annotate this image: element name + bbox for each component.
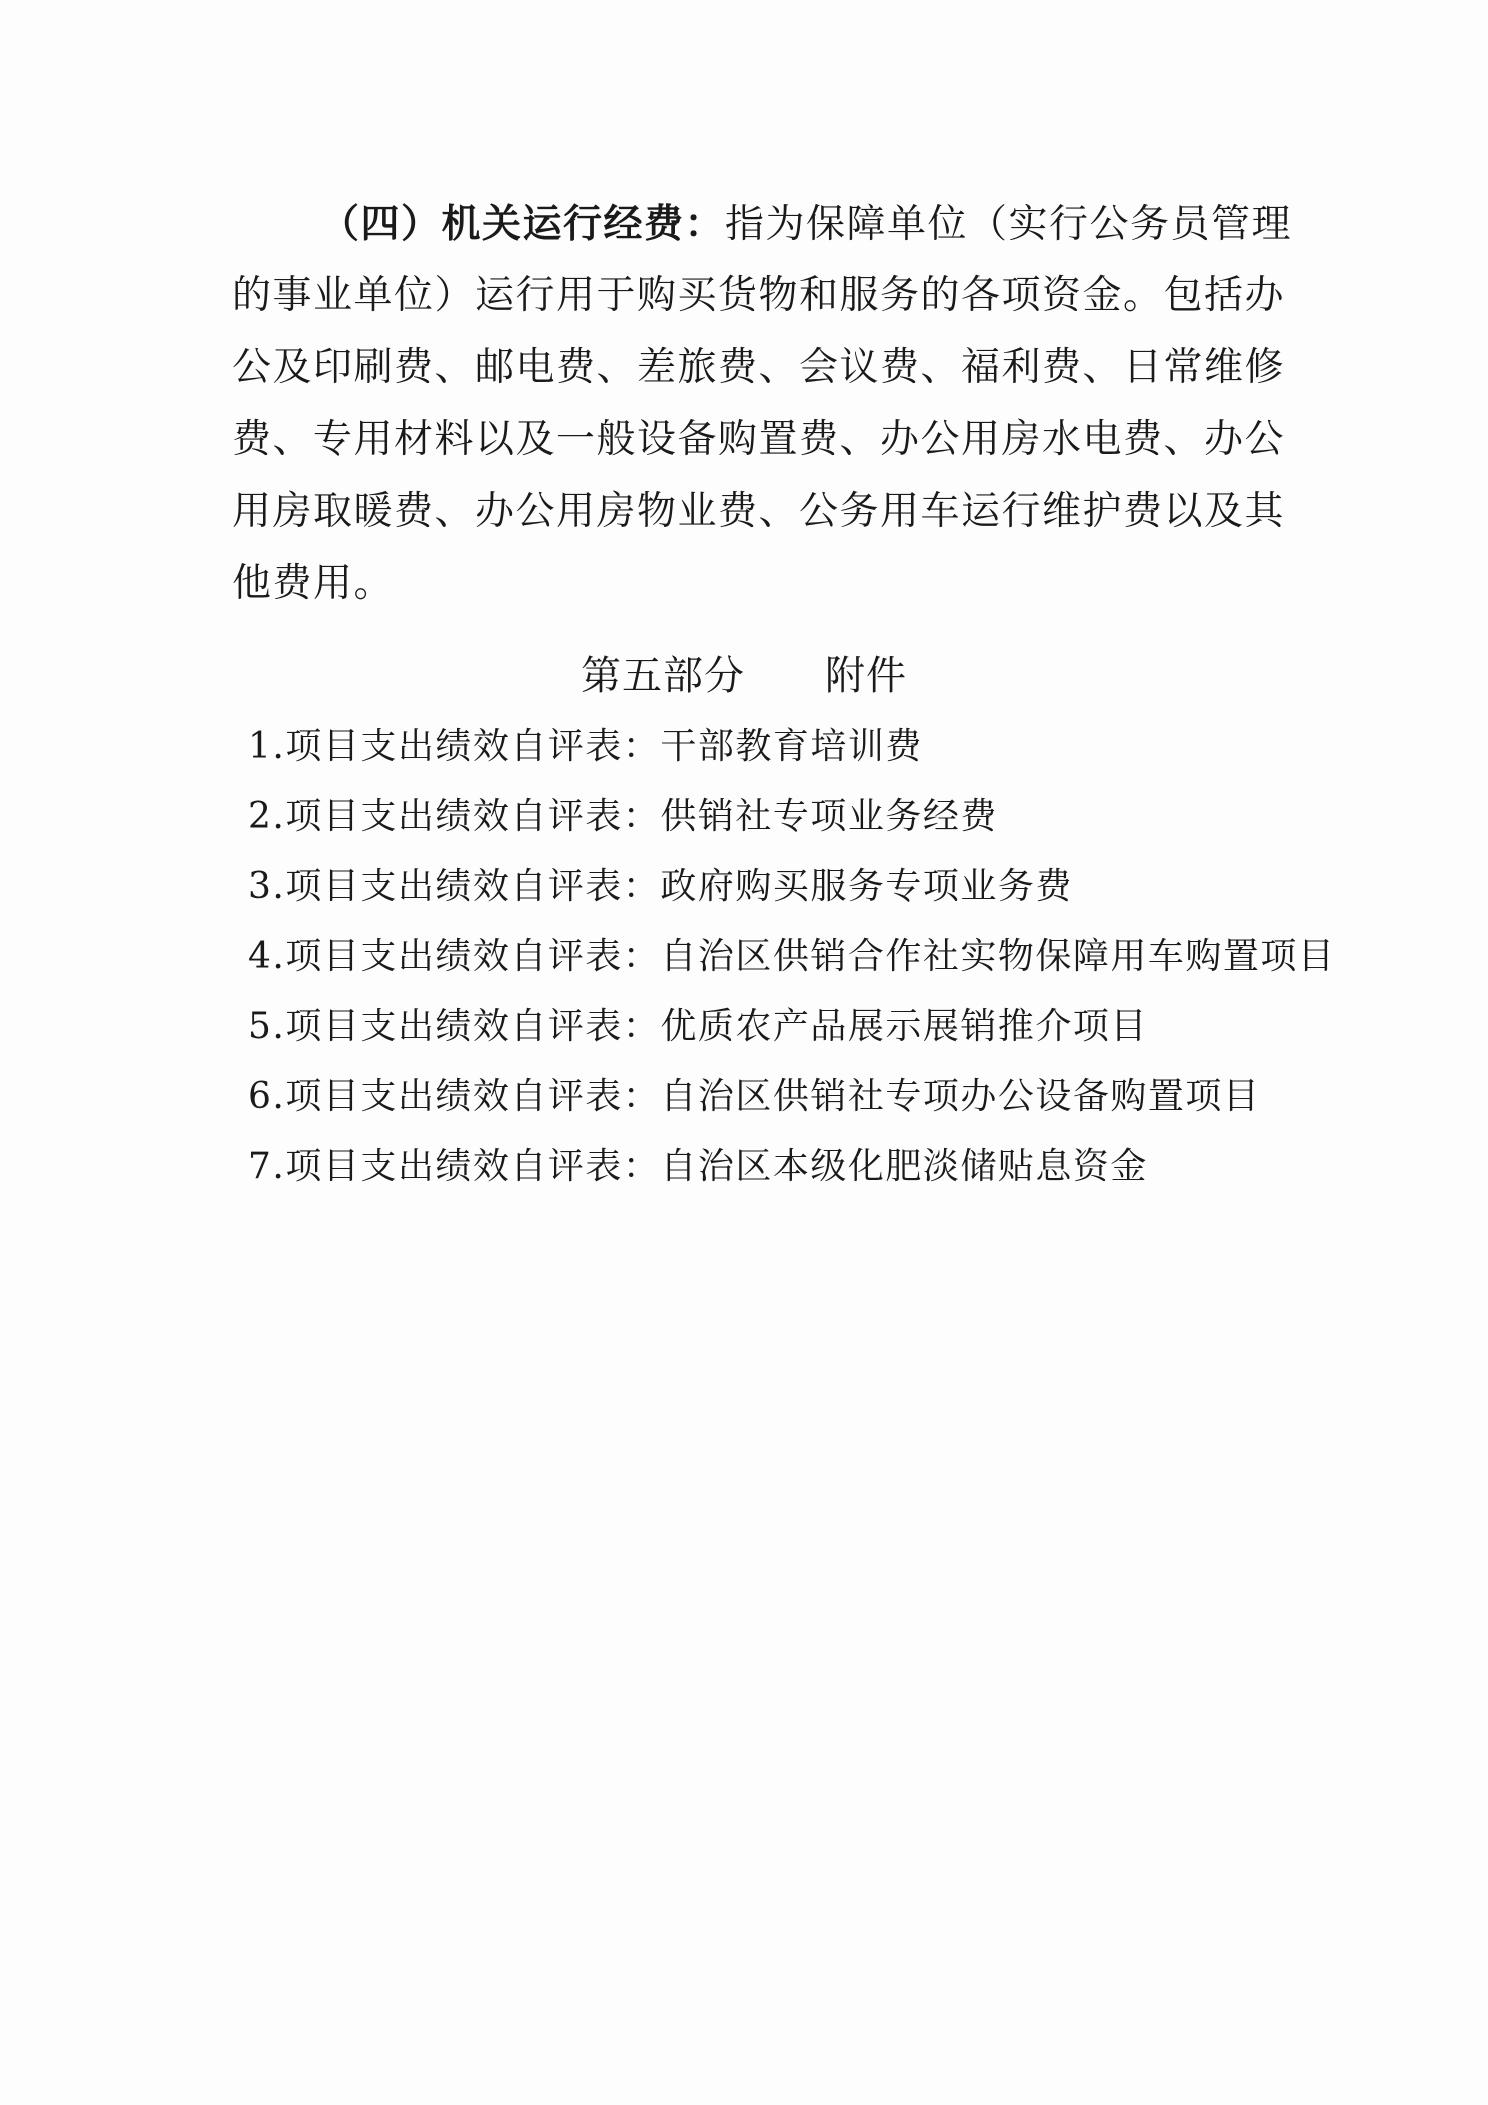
attachment-item <box>248 992 1288 1062</box>
paragraph-text: 指为保障单位（实行公务员管理 <box>725 202 1293 247</box>
paragraph-line-4: 费、专用材料以及一般设备购置费、办公用房水电费、办公 <box>232 417 1286 462</box>
part-five-label: 第五部分 <box>581 653 745 699</box>
attachment-text: 项目支出绩效自评表：政府购买服务专项业务费 <box>285 866 1073 907</box>
attachments-label: 附件 <box>825 653 907 699</box>
paragraph-line-2: 的事业单位）运行用于购买货物和服务的各项资金。包括办 <box>232 273 1286 318</box>
attachment-number: 4. <box>248 936 286 977</box>
section-four-heading: （四）机关运行经费： <box>320 201 726 247</box>
paragraph-line-1 <box>232 188 1293 260</box>
attachment-item <box>248 1132 1288 1202</box>
attachment-item <box>248 782 1288 852</box>
attachment-number: 3. <box>248 866 286 907</box>
attachment-text: 项目支出绩效自评表：干部教育培训费 <box>285 726 923 767</box>
attachment-item <box>248 712 1288 782</box>
attachment-text: 项目支出绩效自评表：供销社专项业务经费 <box>285 796 998 837</box>
attachment-text: 项目支出绩效自评表：优质农产品展示展销推介项目 <box>285 1006 1148 1047</box>
section-four-paragraph <box>232 188 1293 620</box>
attachment-text: 项目支出绩效自评表：自治区本级化肥淡储贴息资金 <box>285 1146 1148 1187</box>
attachment-list <box>248 712 1336 1202</box>
attachment-number: 7. <box>248 1146 286 1187</box>
attachment-number: 6. <box>248 1076 286 1117</box>
paragraph-line-6: 他费用。 <box>232 561 395 606</box>
part-five-title <box>0 640 1488 712</box>
attachment-item <box>248 852 1288 922</box>
attachment-text: 项目支出绩效自评表：自治区供销合作社实物保障用车购置项目 <box>285 936 1336 977</box>
attachment-number: 5. <box>248 1006 286 1047</box>
paragraph-line-3: 公及印刷费、邮电费、差旅费、会议费、福利费、日常维修 <box>232 345 1286 390</box>
attachment-item <box>248 922 1336 992</box>
attachment-item <box>248 1062 1288 1132</box>
paragraph-line-5: 用房取暖费、办公用房物业费、公务用车运行维护费以及其 <box>232 489 1286 534</box>
attachment-text: 项目支出绩效自评表：自治区供销社专项办公设备购置项目 <box>285 1076 1261 1117</box>
attachment-number: 1. <box>248 726 286 767</box>
attachment-number: 2. <box>248 796 286 837</box>
